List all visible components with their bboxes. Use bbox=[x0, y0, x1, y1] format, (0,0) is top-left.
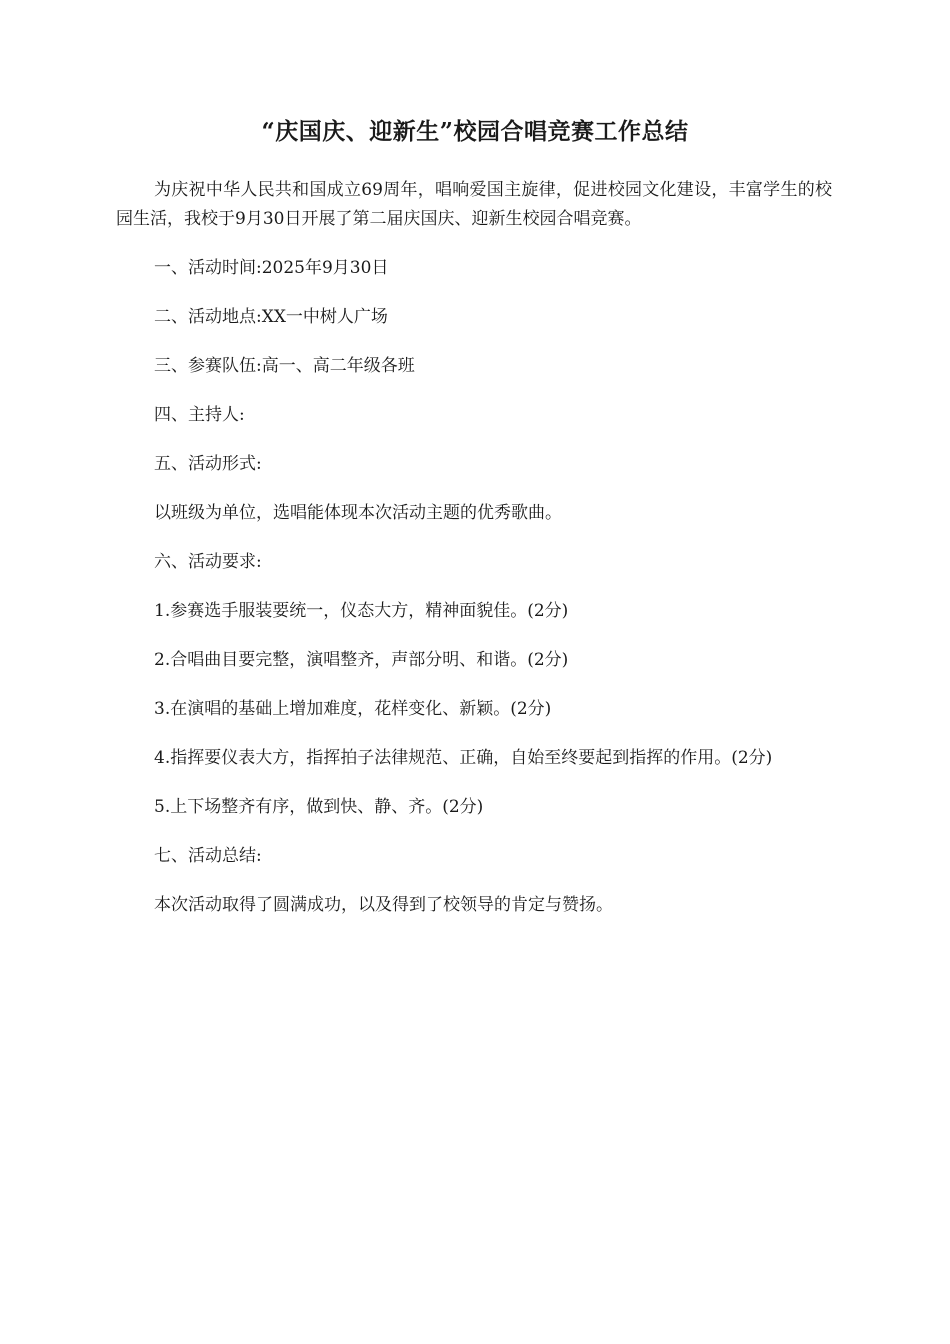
requirement-item: 3.在演唱的基础上增加难度，花样变化、新颖。(2分) bbox=[154, 699, 552, 719]
requirement-item: 1.参赛选手服装要统一，仪态大方，精神面貌佳。(2分) bbox=[154, 601, 569, 621]
activity-requirements-heading: 六、活动要求: bbox=[154, 552, 262, 572]
requirement-item: 2.合唱曲目要完整，演唱整齐，声部分明、和谐。(2分) bbox=[154, 650, 569, 670]
intro-paragraph: 为庆祝中华人民共和国成立69周年，唱响爱国主旋律，促进校园文化建设，丰富学生的校园生活，我校于9月30日开展了第二届庆国庆、迎新生校园合唱竞赛。 bbox=[116, 180, 832, 229]
requirement-item: 5.上下场整齐有序，做到快、静、齐。(2分) bbox=[154, 797, 484, 817]
activity-format-heading: 五、活动形式: bbox=[154, 454, 262, 474]
activity-summary-text: 本次活动取得了圆满成功，以及得到了校领导的肯定与赞扬。 bbox=[154, 895, 613, 915]
activity-format-text: 以班级为单位，选唱能体现本次活动主题的优秀歌曲。 bbox=[154, 503, 562, 523]
requirement-item: 4.指挥要仪表大方，指挥拍子法律规范、正确，自始至终要起到指挥的作用。(2分) bbox=[154, 748, 773, 768]
activity-summary-heading: 七、活动总结: bbox=[154, 846, 262, 866]
document-title: “庆国庆、迎新生”校园合唱竞赛工作总结 bbox=[261, 118, 689, 145]
document-body bbox=[116, 176, 832, 940]
host: 四、主持人: bbox=[154, 405, 245, 425]
activity-time: 一、活动时间:2025年9月30日 bbox=[154, 258, 389, 278]
participating-teams: 三、参赛队伍:高一、高二年级各班 bbox=[154, 356, 415, 376]
activity-location: 二、活动地点:XX一中树人广场 bbox=[154, 307, 388, 327]
